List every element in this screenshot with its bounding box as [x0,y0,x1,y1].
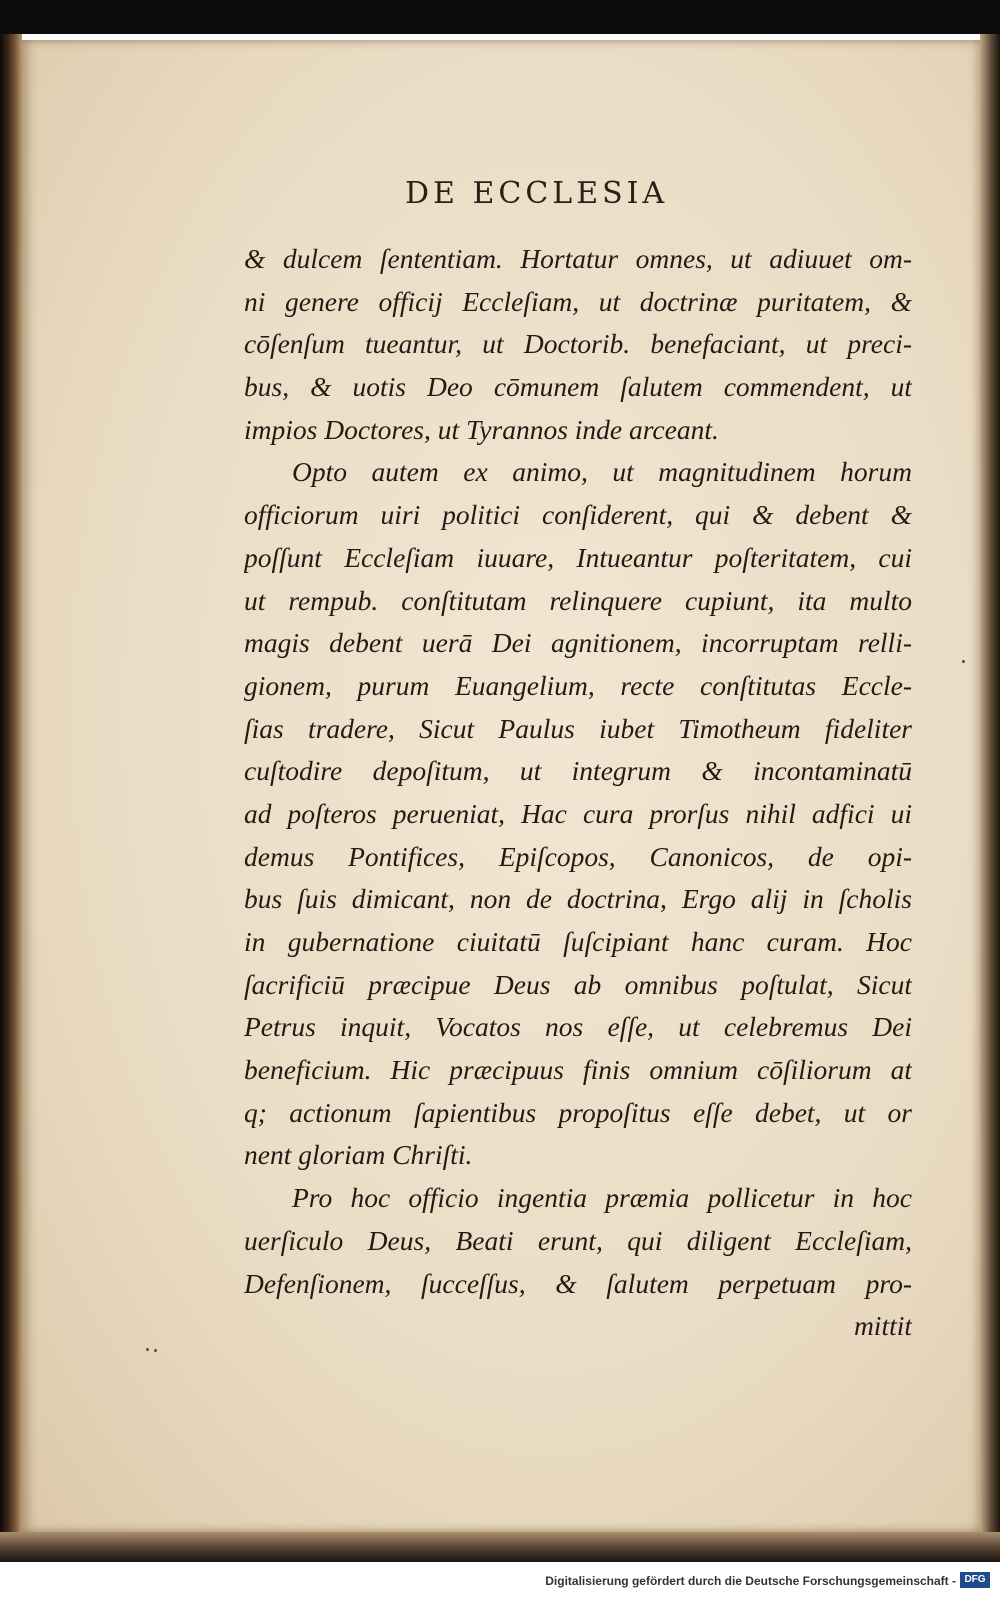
text-line: & dulcem ſententiam. Hortatur omnes, ut adiuuet om- [244,243,912,274]
body-text [244,238,912,1348]
text-line: Defenſionem, ſucceſſus, & ſalutem perpetuam pro- [244,1267,912,1299]
text-line: nent gloriam Chriſti. [244,1139,473,1171]
text-line: ſias tradere, Sicut Paulus iubet Timotheum fideliter [244,712,912,744]
book-spine-edge [0,34,22,1534]
text-line: demus Pontifices, Epiſcopos, Canonicos, de opi- [244,840,912,872]
text-line: uerſiculo Deus, Beati erunt, qui diligent Eccleſiam, [244,1224,912,1256]
text-line: gionem, purum Euangelium, recte conſtitutas Eccle- [244,669,912,701]
dfg-logo: DFG [960,1572,990,1588]
text-line: poſſunt Eccleſiam iuuare, Intueantur poſteritatem, cui [244,541,912,573]
text-line: beneficium. Hic præcipuus finis omnium cōſiliorum at [244,1054,912,1086]
text-line: Pro hoc officio ingentia præmia pollicetur in hoc [292,1182,912,1214]
text-line: Petrus inquit, Vocatos nos eſſe, ut celebremus Dei [244,1011,912,1043]
text-line: bus ſuis dimicant, non de doctrina, Ergo alij in ſcholis [244,883,912,915]
catchword: mittit [853,1310,912,1342]
ink-speck [146,1348,149,1351]
text-line: magis debent uerā Dei agnitionem, incorruptam relli- [244,627,912,659]
running-header: DE ECCLESIA [405,176,669,211]
text-line: bus, & uotis Deo cōmunem ſalutem commendent, ut [244,371,912,403]
text-line: ſacrificiū præcipue Deus ab omnibus poſtulat, Sicut [244,968,912,1000]
text-line: in gubernatione ciuitatū ſuſcipiant hanc curam. Hoc [244,926,912,957]
text-line: ni genere officij Eccleſiam, ut doctrinæ puritatem, & [244,285,912,317]
text-line: ut rempub. conſtitutam relinquere cupiunt, ita multo [244,584,912,616]
ink-speck [962,660,965,663]
page-bottom-edge [0,1532,1000,1562]
scan-background-top [0,0,1000,34]
text-line: officiorum uiri politici conſiderent, qui & debent & [244,499,912,531]
ink-speck [154,1349,157,1352]
text-line: cuſtodire depoſitum, ut integrum & incontaminatū [244,755,912,787]
text-line: q; actionum ſapientibus propoſitus eſſe debet, ut or [244,1096,912,1128]
text-line: impios Doctores, ut Tyrannos inde arceant. [244,413,719,445]
funding-notice: Digitalisierung gefördert durch die Deutsche Forschungsgemeinschaft - [545,1574,956,1588]
page-fore-edge [980,34,1000,1534]
text-line: Opto autem ex animo, ut magnitudinem horum [292,456,912,488]
text-line: cōſenſum tueantur, ut Doctorib. benefaciant, ut preci- [244,328,912,360]
text-line: ad poſteros perueniat, Hac cura prorſus nihil adfici ui [244,797,912,829]
